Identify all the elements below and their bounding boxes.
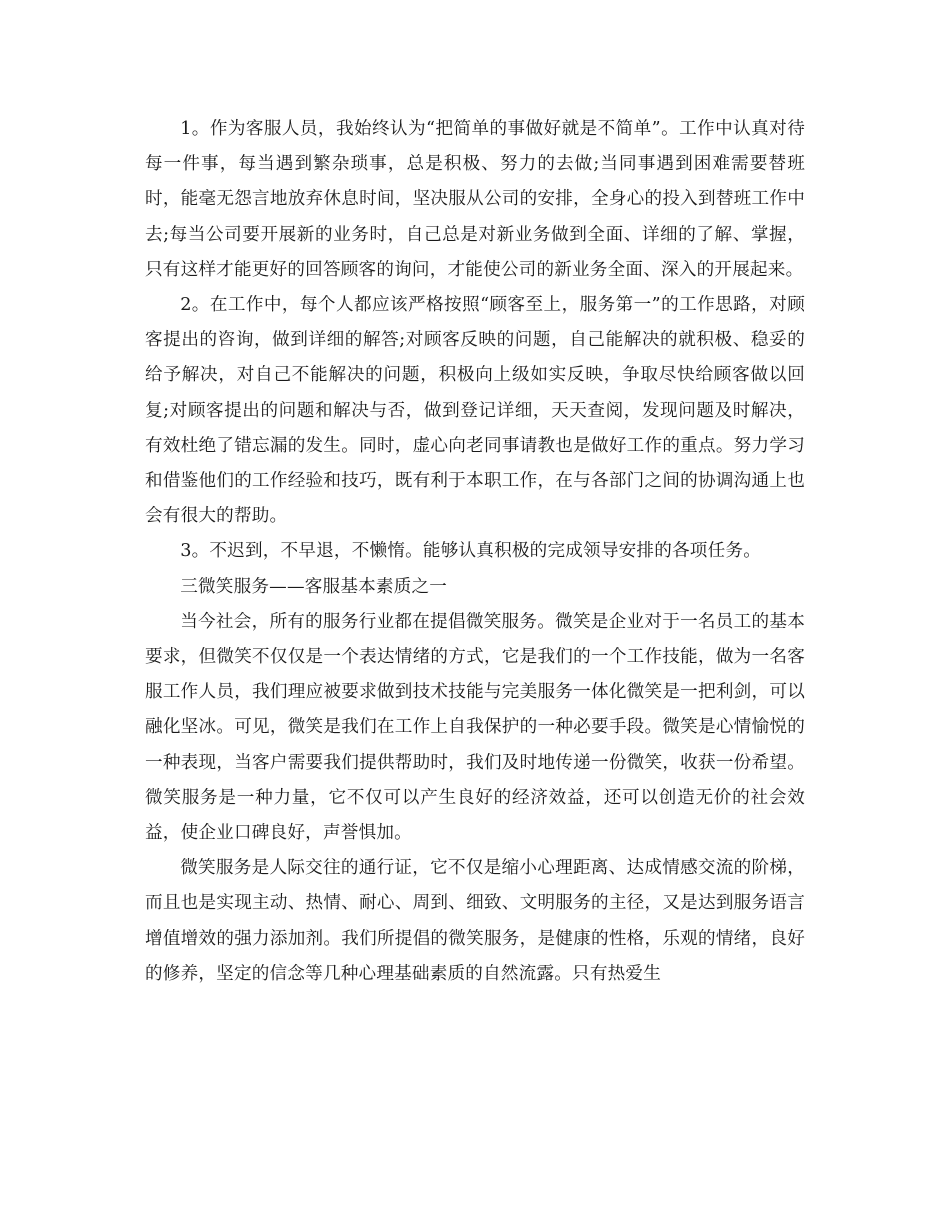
paragraph-5: 当今社会，所有的服务行业都在提倡微笑服务。微笑是企业对于一名员工的基本要求，但微笑不仅仅是一个表达情绪的方式，它是我们的一个工作技能，做为一名客服工作人员，我们理应被要求做到技术技能与完美服务一体化微笑是一把利剑，可以融化坚冰。可见，微笑是我们在工作上自我保护的一种必要手段。微笑是心情愉悦的一种表现，当客户需要我们提供帮助时，我们及时地传递一份微笑，收获一份希望。微笑服务是一种力量，它不仅可以产生良好的经济效益，还可以创造无价的社会效益，使企业口碑良好，声誉惧加。 <box>145 611 805 844</box>
paragraph-2: 2。在工作中，每个人都应该严格按照“顾客至上，服务第一”的工作思路，对顾客提出的咨询，做到详细的解答;对顾客反映的问题，自己能解决的就积极、稳妥的给予解决，对自己不能解决的问题，积极向上级如实反映，争取尽快给顾客做以回复;对顾客提出的问题和解决与否，做到登记详细，天天查阅，发现问题及时解决，有效杜绝了错忘漏的发生。同时，虚心向老同事请教也是做好工作的重点。努力学习和借鉴他们的工作经验和技巧，既有利于本职工作，在与各部门之间的协调沟通上也会有很大的帮助。 <box>145 295 805 527</box>
document-body <box>145 112 805 992</box>
section-heading: 三微笑服务——客服基本素质之一 <box>180 576 448 597</box>
paragraph-1: 1。作为客服人员，我始终认为“把简单的事做好就是不简单”。工作中认真对待每一件事，每当遇到繁杂琐事，总是积极、努力的去做;当同事遇到困难需要替班时，能毫无怨言地放弃休息时间，坚决服从公司的安排，全身心的投入到替班工作中去;每当公司要开展新的业务时，自己总是对新业务做到全面、详细的了解、掌握，只有这样才能更好的回答顾客的询问，才能使公司的新业务全面、深入的开展起来。 <box>145 119 805 280</box>
paragraph-3: 3。不迟到，不早退，不懒惰。能够认真积极的完成领导安排的各项任务。 <box>180 541 761 562</box>
paragraph-6: 微笑服务是人际交往的通行证，它不仅是缩小心理距离、达成情感交流的阶梯，而且也是实现主动、热情、耐心、周到、细致、文明服务的主径，又是达到服务语言增值增效的强力添加剂。我们所提倡的微笑服务，是健康的性格，乐观的情绪，良好的修养，坚定的信念等几种心理基础素质的自然流露。只有热爱生 <box>145 858 805 984</box>
